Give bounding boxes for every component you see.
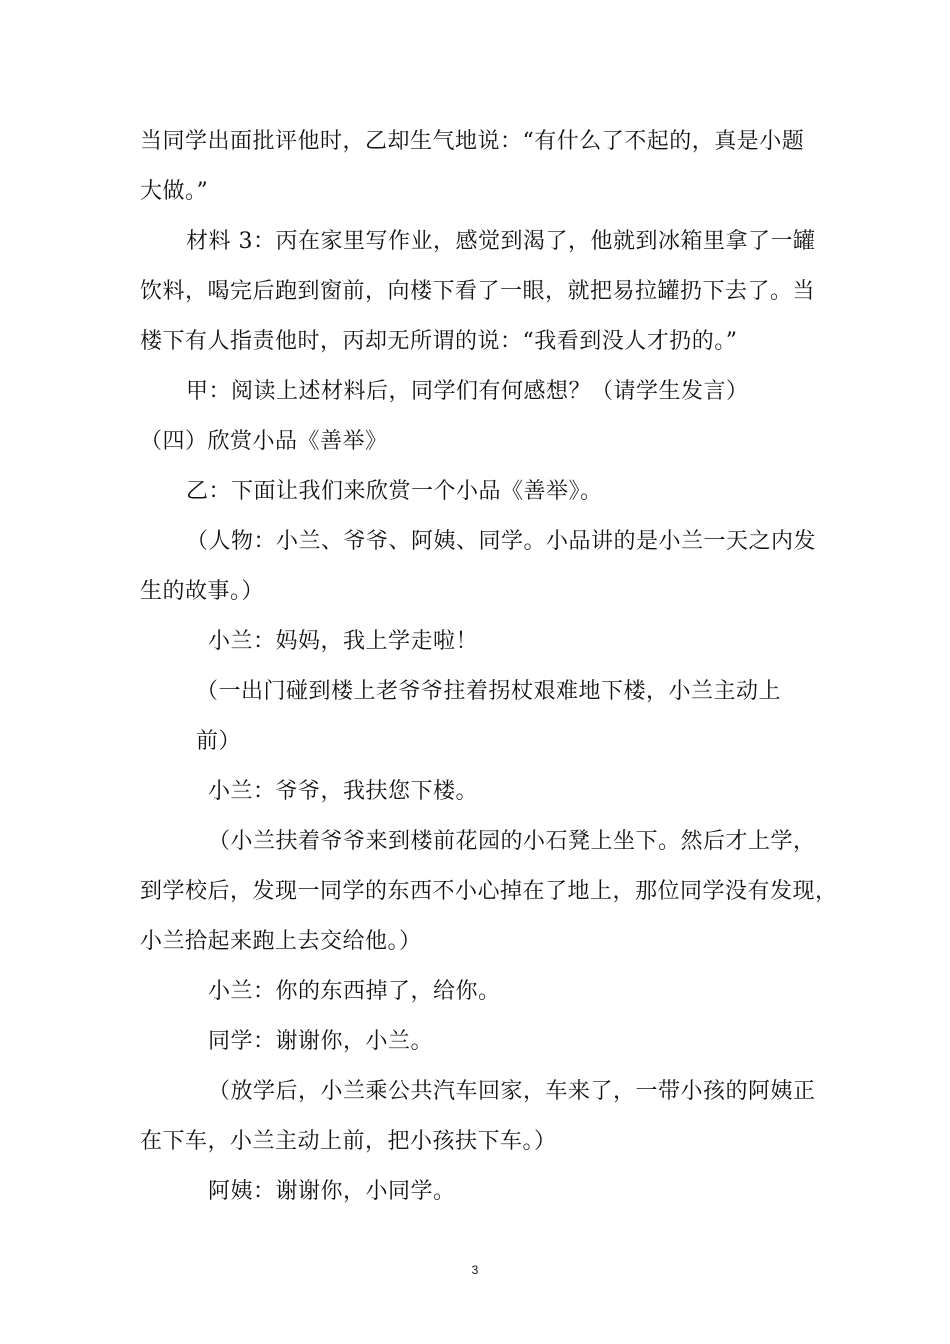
text-line: 材料 3：丙在家里写作业，感觉到渴了，他就到冰箱里拿了一罐 [186,229,816,254]
text-line: 饮料，喝完后跑到窗前，向楼下看了一眼，就把易拉罐扔下去了。当 [140,279,816,304]
text-line: 前） [196,729,242,754]
text-line: 小兰：你的东西掉了，给你。 [208,979,501,1004]
text-line: 小兰：爷爷，我扶您下楼。 [208,779,479,804]
text-line: 在下车，小兰主动上前，把小孩扶下车。） [140,1129,557,1154]
text-line: 小兰：妈妈，我上学走啦！ [208,629,479,654]
text-line: 乙：下面让我们来欣赏一个小品《善举》。 [186,479,603,504]
text-line: （一出门碰到楼上老爷爷拄着拐杖艰难地下楼，小兰主动上 [196,679,782,704]
text-line: 阿姨：谢谢你，小同学。 [208,1179,456,1204]
text-line: 甲：阅读上述材料后，同学们有何感想？（请学生发言） [186,379,749,404]
text-line: （人物：小兰、爷爷、阿姨、同学。小品讲的是小兰一天之内发 [186,529,817,554]
text-line: 小兰拾起来跑上去交给他。） [140,929,422,954]
text-line: 到学校后，发现一同学的东西不小心掉在了地上，那位同学没有发现， [140,879,838,904]
text-line: 生的故事。） [140,579,265,604]
text-line: 楼下有人指责他时，丙却无所谓的说：“我看到没人才扔的。” [140,329,738,354]
section-heading: （四）欣赏小品《善举》 [140,429,388,454]
page-number: 3 [471,1263,479,1277]
text-line: （放学后，小兰乘公共汽车回家，车来了，一带小孩的阿姨正 [208,1079,816,1104]
text-line: 同学：谢谢你，小兰。 [208,1029,434,1054]
text-line: 当同学出面批评他时，乙却生气地说：“有什么了不起的，真是小题 [140,129,805,154]
text-line: （小兰扶着爷爷来到楼前花园的小石凳上坐下。然后才上学， [208,829,816,854]
text-line: 大做。” [140,179,209,204]
